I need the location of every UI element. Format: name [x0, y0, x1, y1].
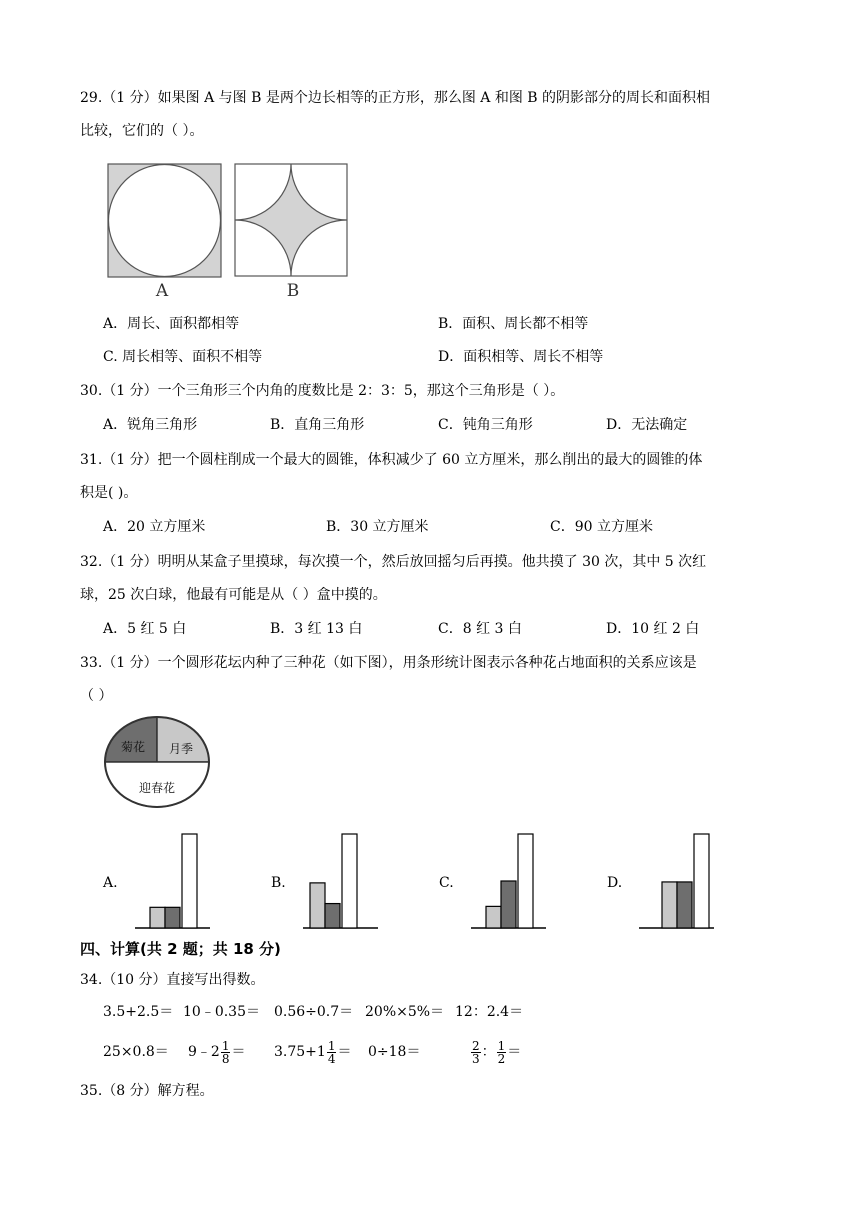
q30-option-b: B．直角三角形 — [270, 417, 365, 433]
figure-b-label: B — [286, 281, 300, 301]
q33-option-label-3: C. — [439, 875, 454, 891]
calc-r2-5-fraction-2: $\frac{1}{2}$ — [497, 1038, 506, 1066]
q33-option-3-bar-1 — [486, 906, 501, 928]
calc-r2-4: 0÷18＝ — [368, 1044, 421, 1060]
q30-option-d: D．无法确定 — [606, 417, 688, 433]
figure-a-circle — [109, 165, 221, 277]
q33-option-3-bar-2 — [501, 881, 516, 928]
q33-option-label-4: D. — [607, 875, 623, 891]
q29-text-line2: 比较，它们的（ ）。 — [80, 123, 204, 139]
q31-text-line1: 31.（1 分）把一个圆柱削成一个最大的圆锥，体积减少了 60 立方厘米，那么削出的最大的圆锥的体 — [80, 452, 703, 468]
q29-option-c: C. 周长相等、面积不相等 — [103, 349, 263, 365]
pie-label-yingchunhua: 迎春花 — [138, 781, 176, 795]
q29-text-line1: 29.（1 分）如果图 A 与图 B 是两个边长相等的正方形，那么图 A 和图 B 的阴影部分的周长和面积相 — [80, 90, 711, 106]
q33-option-1-bar-3 — [182, 834, 197, 928]
q33-option-2-bar-1 — [310, 883, 325, 928]
calc-r2-5 — [470, 1036, 521, 1068]
q32-option-d: D．10 红 2 白 — [606, 621, 700, 637]
q30-option-c: C．钝角三角形 — [438, 417, 533, 433]
calc-r2-5-sep: ： — [481, 1044, 496, 1060]
q30-option-a: A．锐角三角形 — [103, 417, 198, 433]
q32-text-line1: 32.（1 分）明明从某盒子里摸球，每次摸一个，然后放回摇匀后再摸。他共摸了 30 次，其中 5 次红 — [80, 554, 707, 570]
calc-r2-3-whole: 3.75+1 — [274, 1044, 326, 1060]
q33-option-label-2: B. — [271, 875, 286, 891]
q33-text-line1: 33.（1 分）一个圆形花坛内种了三种花（如下图），用条形统计图表示各种花占地面积的关系应该是 — [80, 655, 697, 671]
q35-text: 35.（8 分）解方程。 — [80, 1083, 214, 1099]
calc-r2-2-equals: ＝ — [231, 1044, 246, 1060]
q33-option-4-bar-1 — [662, 882, 677, 928]
q32-option-a: A．5 红 5 白 — [103, 621, 187, 637]
calc-r2-5-equals: ＝ — [507, 1044, 522, 1060]
q29-option-d: D．面积相等、周长不相等 — [438, 349, 604, 365]
calc-r2-2-fraction: $\frac{1}{8}$ — [221, 1038, 230, 1066]
calc-r2-3 — [274, 1036, 351, 1068]
calc-r1-3: 0.56÷0.7＝ — [274, 1004, 354, 1020]
q31-option-b: B．30 立方厘米 — [326, 519, 429, 535]
q32-option-c: C．8 红 3 白 — [438, 621, 522, 637]
pie-label-yueji: 月季 — [168, 742, 194, 756]
calc-r2-1: 25×0.8＝ — [103, 1044, 169, 1060]
q31-option-c: C．90 立方厘米 — [550, 519, 653, 535]
q31-text-line2: 积是( )。 — [80, 485, 138, 501]
calc-r1-5: 12：2.4＝ — [455, 1004, 524, 1020]
q33-option-2-bar-3 — [342, 834, 357, 928]
calc-r2-3-fraction: $\frac{1}{4}$ — [327, 1038, 336, 1066]
q33-text-line2: （ ） — [80, 688, 113, 704]
q29-option-b: B．面积、周长都不相等 — [438, 316, 589, 332]
q33-bar-options — [0, 825, 860, 935]
q30-text: 30.（1 分）一个三角形三个内角的度数比是 2：3：5，那这个三角形是（ ）。 — [80, 383, 565, 399]
q33-option-4-bar-3 — [694, 834, 709, 928]
q33-option-4-bar-2 — [677, 882, 692, 928]
q33-option-label-1: A. — [103, 875, 118, 891]
calc-r2-3-equals: ＝ — [337, 1044, 352, 1060]
calc-r1-2: 10﹣0.35＝ — [183, 1004, 260, 1020]
pie-label-juhua: 菊花 — [120, 740, 146, 754]
figure-a-label: A — [155, 281, 169, 301]
q31-option-a: A．20 立方厘米 — [103, 519, 206, 535]
flower-bed-pie — [100, 712, 240, 812]
calc-r1-1: 3.5+2.5＝ — [103, 1004, 174, 1020]
section-4-title: 四、计算(共 2 题；共 18 分) — [80, 940, 281, 958]
calc-r2-2-whole: 9﹣2 — [188, 1044, 220, 1060]
q32-text-line2: 球，25 次白球，他最有可能是从（ ）盒中摸的。 — [80, 587, 387, 603]
calc-r1-4: 20%×5%＝ — [365, 1004, 445, 1020]
q32-option-b: B．3 红 13 白 — [270, 621, 363, 637]
q29-option-a: A．周长、面积都相等 — [103, 316, 240, 332]
q34-text: 34.（10 分）直接写出得数。 — [80, 972, 265, 988]
q33-option-3-bar-3 — [518, 834, 533, 928]
q33-option-2-bar-2 — [325, 904, 340, 928]
q33-option-1-bar-1 — [150, 907, 165, 928]
q33-option-1-bar-2 — [165, 907, 180, 928]
q29-figure — [100, 160, 352, 302]
calc-r2-2 — [188, 1036, 245, 1068]
calc-r2-5-fraction-1: $\frac{2}{3}$ — [472, 1038, 480, 1066]
